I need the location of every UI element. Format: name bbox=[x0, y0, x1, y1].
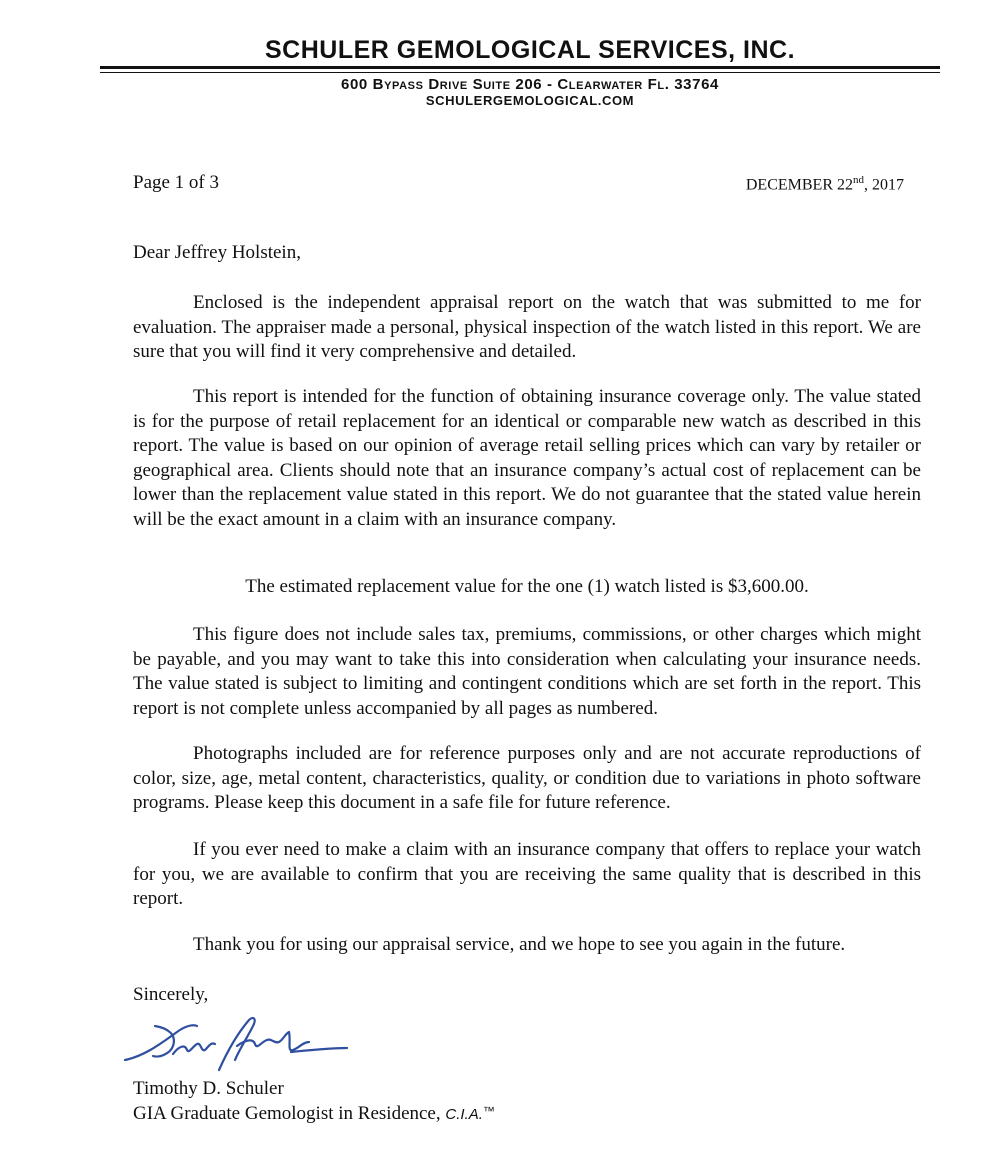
date-suffix: nd bbox=[853, 174, 864, 186]
trademark: ™ bbox=[482, 1104, 495, 1118]
paragraph-intro: Enclosed is the independent appraisal report on the watch that was submitted to me for evaluation. The appraiser made a personal, physical inspection of the watch listed in this report. We are sure that you will find it very comprehensive and detailed. bbox=[133, 292, 921, 362]
paragraph-thanks: Thank you for using our appraisal service, and we hope to see you again in the future. bbox=[193, 934, 846, 955]
credential: C.I.A. bbox=[445, 1106, 483, 1123]
company-name: SCHULER GEMOLOGICAL SERVICES, INC. bbox=[264, 36, 796, 64]
page-number: Page 1 of 3 bbox=[133, 172, 220, 193]
letterhead-rule-thin bbox=[100, 72, 940, 73]
replacement-value-statement: The estimated replacement value for the one (1) watch listed is $3,600.00. bbox=[245, 576, 809, 597]
signer-title: GIA Graduate Gemologist in Residence, C.I.A.™ bbox=[133, 1103, 495, 1124]
company-website: SCHULERGEMOLOGICAL.COM bbox=[425, 93, 635, 108]
signer-name: Timothy D. Schuler bbox=[133, 1078, 284, 1099]
letter-date: DECEMBER 22nd, 2017 bbox=[745, 174, 904, 194]
closing: Sincerely, bbox=[133, 984, 209, 1005]
paragraph-photographs: Photographs included are for reference purposes only and are not accurate reproductions of color, size, age, metal content, characteristics, quality, or condition due to variations in photo software programs. Please keep this document in a safe file for future reference. bbox=[133, 743, 921, 813]
paragraph-exclusions: This figure does not include sales tax, premiums, commissions, or other charges which might be payable, and you may want to take this into consideration when calculating your insurance needs. The value stated is subject to limiting and contingent conditions which are set forth in the report. This report is not complete unless accompanied by all pages as numbered. bbox=[133, 624, 921, 719]
letterhead-rule bbox=[100, 66, 940, 69]
handwritten-signature bbox=[115, 1012, 355, 1074]
paragraph-purpose: This report is intended for the function of obtaining insurance coverage only. The value stated is for the purpose of retail replacement for an identical or comparable new watch as described in this report. The value is based on our opinion of average retail selling prices which can vary by retailer or geographical area. Clients should note that an insurance company’s actual cost of replacement can be lower than the replacement value stated in this report. We do not guarantee that the stated value herein will be the exact amount in a claim with an insurance company. bbox=[133, 386, 921, 530]
company-address: 600 Bypass Drive Suite 206 - Clearwater Fl. 33764 bbox=[341, 76, 719, 93]
salutation: Dear Jeffrey Holstein, bbox=[133, 242, 301, 263]
paragraph-claims: If you ever need to make a claim with an insurance company that offers to replace your watch for you, we are available to confirm that you are receiving the same quality that is described in this report. bbox=[133, 839, 921, 909]
